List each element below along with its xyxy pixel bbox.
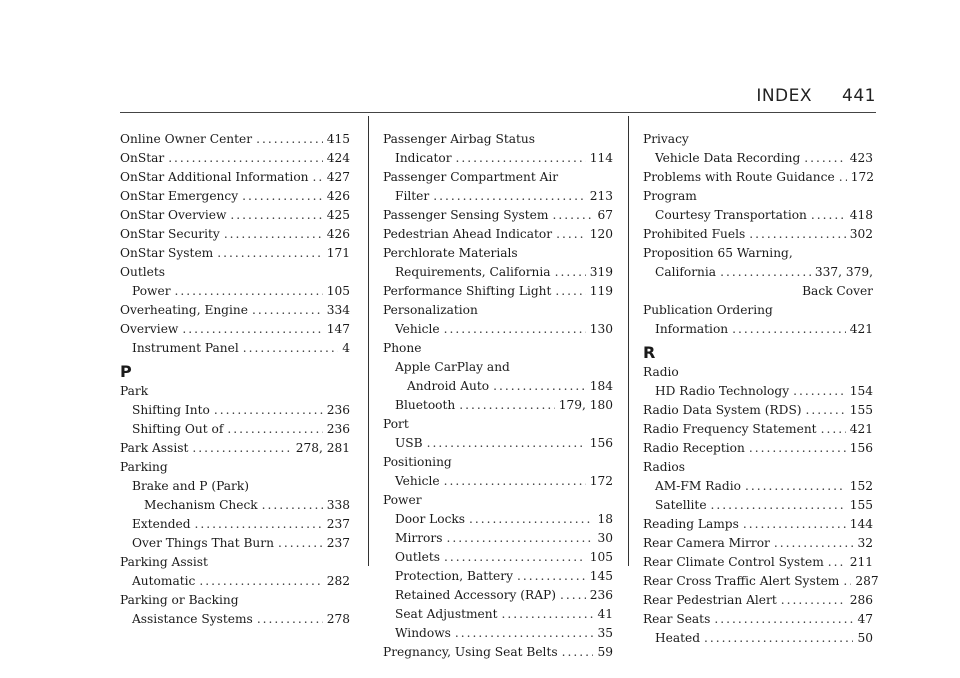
index-subentry: Automatic ..... 282	[120, 572, 350, 591]
header-rule	[120, 112, 876, 113]
index-entry: Pregnancy, Using Seat Belts ..... 59	[383, 643, 613, 662]
index-entry: Online Owner Center ..... 415	[120, 130, 350, 149]
index-column-3	[643, 130, 879, 648]
index-entry: OnStar System ..... 171	[120, 244, 350, 263]
index-subentry: Power ..... 105	[120, 282, 350, 301]
index-column-2	[383, 130, 613, 662]
index-heading: Parking Assist	[120, 555, 208, 569]
index-subentry: Mechanism Check ..... 338	[120, 496, 350, 515]
index-subentry: Mirrors ..... 30	[383, 529, 613, 548]
index-heading: Parking or Backing	[120, 593, 239, 607]
index-entry: Radio Reception ..... 156	[643, 439, 873, 458]
index-heading: Phone	[383, 341, 422, 355]
index-entry-line: Passenger Airbag Status	[383, 132, 535, 146]
index-subentry-line: Brake and P (Park)	[132, 479, 250, 493]
column-divider	[628, 116, 629, 566]
index-entry: California ..... 337, 379,	[643, 263, 873, 282]
page-header	[0, 84, 876, 108]
index-subentry: USB ..... 156	[383, 434, 613, 453]
index-entry: OnStar Emergency ..... 426	[120, 187, 350, 206]
index-entry: OnStar Security ..... 426	[120, 225, 350, 244]
index-subentry: Vehicle ..... 172	[383, 472, 613, 491]
index-heading: Outlets	[120, 265, 166, 279]
index-entry: Rear Climate Control System ..... 211	[643, 553, 873, 572]
index-subentry: Heated ..... 50	[643, 629, 873, 648]
page-number: 441	[842, 86, 876, 106]
index-subentry: Over Things That Burn ..... 237	[120, 534, 350, 553]
index-entry: Indicator ..... 114	[383, 149, 613, 168]
index-entry-line: Publication Ordering	[643, 303, 773, 317]
index-entry: Requirements, California ..... 319	[383, 263, 613, 282]
index-entry: Radio Frequency Statement ..... 421	[643, 420, 873, 439]
index-subentry: HD Radio Technology ..... 154	[643, 382, 873, 401]
index-entry: Overview ..... 147	[120, 320, 350, 339]
index-heading: Personalization	[383, 303, 478, 317]
index-entry: OnStar ..... 424	[120, 149, 350, 168]
index-heading: Power	[383, 493, 422, 507]
index-subentry: Courtesy Transportation ..... 418	[643, 206, 873, 225]
index-subentry: Satellite ..... 155	[643, 496, 873, 515]
index-subentry: AM-FM Radio ..... 152	[643, 477, 873, 496]
index-subentry: Outlets ..... 105	[383, 548, 613, 567]
index-heading: Positioning	[383, 455, 452, 469]
index-entry-line: Passenger Compartment Air	[383, 170, 559, 184]
index-subentry: Vehicle ..... 130	[383, 320, 613, 339]
index-entry: Rear Pedestrian Alert ..... 286	[643, 591, 873, 610]
index-entry: Information ..... 421	[643, 320, 873, 339]
index-entry: Problems with Route Guidance ..... 172	[643, 168, 873, 187]
index-entry: Pedestrian Ahead Indicator ..... 120	[383, 225, 613, 244]
index-entry: Rear Seats ..... 47	[643, 610, 873, 629]
index-subentry-line: Apple CarPlay and	[395, 360, 510, 374]
section-title: INDEX	[756, 86, 813, 106]
index-entry-line: Proposition 65 Warning,	[643, 246, 793, 260]
index-heading: Radios	[643, 460, 686, 474]
index-subentry: Shifting Into ..... 236	[120, 401, 350, 420]
index-letter-heading: P	[120, 362, 132, 381]
index-subentry: Bluetooth ..... 179, 180	[383, 396, 613, 415]
index-letter-heading: R	[643, 343, 656, 362]
index-subentry: Retained Accessory (RAP) ..... 236	[383, 586, 613, 605]
index-entry: Rear Camera Mirror ..... 32	[643, 534, 873, 553]
index-subentry: Protection, Battery ..... 145	[383, 567, 613, 586]
index-subentry: Android Auto ..... 184	[383, 377, 613, 396]
column-divider	[368, 116, 369, 566]
index-entry: Prohibited Fuels ..... 302	[643, 225, 873, 244]
index-entry: Reading Lamps ..... 144	[643, 515, 873, 534]
index-subentry: Assistance Systems ..... 278	[120, 610, 350, 629]
index-entry-line: Perchlorate Materials	[383, 246, 518, 260]
index-heading: Port	[383, 417, 409, 431]
index-entry: OnStar Overview ..... 425	[120, 206, 350, 225]
index-subentry: Extended ..... 237	[120, 515, 350, 534]
index-entry: Filter ..... 213	[383, 187, 613, 206]
index-entry: Performance Shifting Light ..... 119	[383, 282, 613, 301]
index-entry: Park Assist ..... 278, 281	[120, 439, 350, 458]
index-heading: Privacy	[643, 132, 689, 146]
index-entry: Passenger Sensing System ..... 67	[383, 206, 613, 225]
index-column-1	[120, 130, 350, 629]
index-heading: Park	[120, 384, 149, 398]
index-subentry: Instrument Panel ..... 4	[120, 339, 350, 358]
index-subentry: Vehicle Data Recording ..... 423	[643, 149, 873, 168]
index-subentry: Windows ..... 35	[383, 624, 613, 643]
index-entry: Overheating, Engine ..... 334	[120, 301, 350, 320]
index-entry: Radio Data System (RDS) ..... 155	[643, 401, 873, 420]
index-heading: Radio	[643, 365, 679, 379]
index-heading: Program	[643, 189, 697, 203]
index-subentry: Seat Adjustment ..... 41	[383, 605, 613, 624]
index-entry-continuation: Back Cover	[802, 284, 873, 298]
index-entry: OnStar Additional Information ..... 427	[120, 168, 350, 187]
index-entry: Rear Cross Traffic Alert System ..... 287	[643, 572, 873, 591]
index-subentry: Door Locks ..... 18	[383, 510, 613, 529]
index-heading: Parking	[120, 460, 168, 474]
index-subentry: Shifting Out of ..... 236	[120, 420, 350, 439]
